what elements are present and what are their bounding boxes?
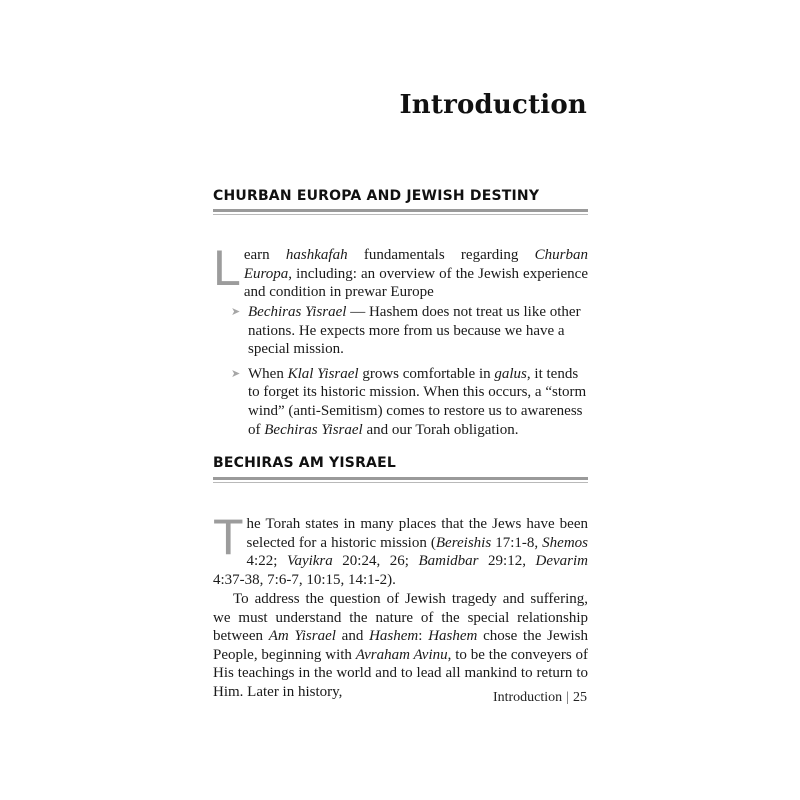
body-paragraph — [213, 509, 588, 589]
paragraph-text: To address the question of Jewish tragedy and suffering, we must understand the nature of the special relationship between Am Yisrael and Hashem: Hashem chose the Jewish People, beginning with Avraham Avinu, to be the conveyers of His teachings in the world and to lead all mankind to return to Him. Later in history, — [213, 591, 588, 700]
paragraph-text: he Torah states in many places that the Jews have been selected for a historic mission (Bereishis 17:1-8, Shemos 4:22; Vayikra 20:24, 26; Bamidbar 29:12, Devarim 4:37-38, 7:6-7, 10:15, 14:1-2). — [213, 516, 588, 588]
bullet-text: When Klal Yisrael grows comfortable in galus, it tends to forget its historic mission. When this occurs, a “storm wind” (anti-Semitism) comes to restore us to awareness of Bechiras Yisrael and our Torah obligation. — [248, 365, 587, 438]
bullet-list — [213, 303, 588, 445]
bullet-text: Bechiras Yisrael — Hashem does not treat us like other nations. He expects more from us because we have a special mission. — [248, 304, 581, 358]
section-rule — [213, 209, 588, 215]
list-item — [213, 303, 588, 359]
intro-paragraph — [213, 240, 589, 302]
page-footer — [493, 690, 587, 706]
section-rule — [213, 477, 588, 483]
drop-cap: L — [213, 240, 241, 296]
page-number: 25 — [573, 690, 587, 705]
section-heading-churban-europa: CHURBAN EUROPA AND JEWISH DESTINY — [213, 188, 540, 204]
running-footer-label: Introduction — [492, 690, 563, 705]
body-paragraph — [213, 590, 588, 702]
triangle-right-icon: ➤ — [231, 305, 241, 318]
section-heading-bechiras: BECHIRAS AM YISRAEL — [213, 455, 396, 471]
drop-cap: T — [213, 509, 244, 565]
intro-text: earn hashkafah fundamentals regarding Churban Europa, including: an overview of the Jewish experience and condition in prewar Europe — [243, 247, 589, 301]
triangle-right-icon: ➤ — [231, 366, 241, 380]
list-item — [213, 365, 588, 439]
footer-separator: | — [566, 690, 569, 705]
page-title: Introduction — [399, 90, 587, 120]
